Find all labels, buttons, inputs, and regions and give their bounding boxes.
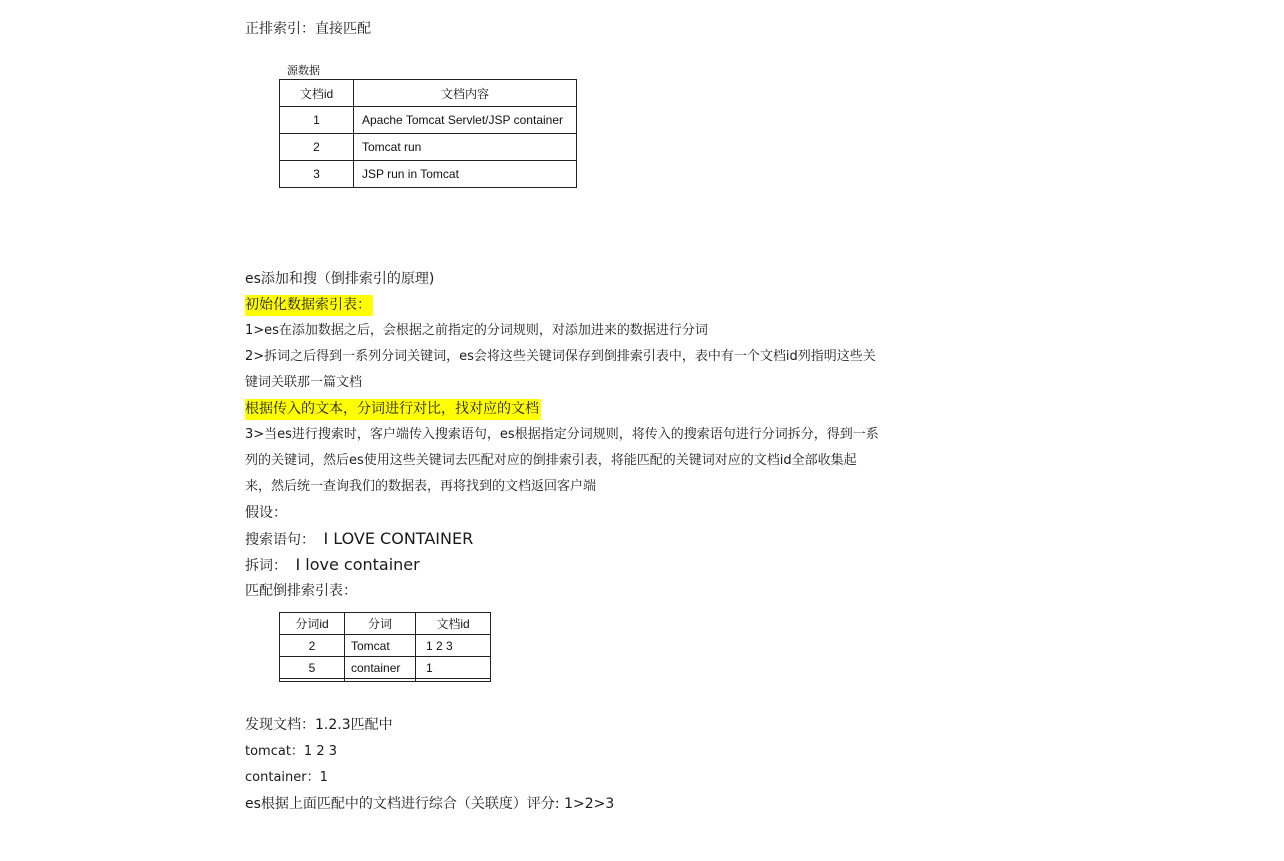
table-row [280, 657, 491, 679]
empty-cell [345, 679, 416, 682]
step-1-text: 1>es在添加数据之后，会根据之前指定的分词规则，对添加进来的数据进行分词 [245, 323, 708, 338]
table-row [280, 107, 577, 134]
doc-ids-cell: 1 2 3 [416, 635, 491, 657]
step-2-text-line-1: 2>拆词之后得到一系列分词关键词，es会将这些关键词保存到倒排索引表中，表中有一个文档id列指明这些关 [245, 349, 876, 364]
doc-id-cell: 3 [280, 161, 354, 188]
table-header-row [280, 80, 577, 107]
source-data-table [279, 79, 577, 188]
table-row [280, 161, 577, 188]
term-id-cell: 2 [280, 635, 345, 657]
match-inverted-label: 匹配倒排索引表： [245, 583, 357, 599]
container-match-line: container：1 [245, 770, 328, 785]
column-header-doc-content: 文档内容 [354, 80, 577, 107]
found-docs-text: 发现文档：1.2.3匹配中 [245, 717, 393, 733]
empty-cell [416, 679, 491, 682]
doc-content-cell: Apache Tomcat Servlet/JSP container [354, 107, 577, 134]
highlight-text: 根据传入的文本，分词进行对比，找对应的文档 [245, 399, 541, 420]
tomcat-match-line: tomcat：1 2 3 [245, 744, 338, 759]
doc-id-cell: 1 [280, 107, 354, 134]
column-header-doc-id: 文档id [416, 613, 491, 635]
table-row [280, 134, 577, 161]
step-3-text-line-2: 列的关键词，然后es使用这些关键词去匹配对应的倒排索引表，将能匹配的关键词对应的文档id全部收集起 [245, 453, 857, 468]
table-row [280, 635, 491, 657]
step-3-text-line-1: 3>当es进行搜索时，客户端传入搜索语句，es根据指定分词规则，将传入的搜索语句进行分词拆分，得到一系 [245, 427, 879, 442]
split-label: 拆词： [245, 558, 287, 574]
highlight-text: 初始化数据索引表： [245, 295, 373, 316]
source-table-caption: 源数据 [287, 64, 320, 77]
column-header-term-id: 分词id [280, 613, 345, 635]
term-cell: Tomcat [345, 635, 416, 657]
table-header-row [280, 613, 491, 635]
doc-id-cell: 2 [280, 134, 354, 161]
column-header-term: 分词 [345, 613, 416, 635]
score-line: es根据上面匹配中的文档进行综合（关联度）评分: 1>2>3 [245, 796, 615, 812]
split-words [245, 556, 420, 575]
split-value: I love container [295, 555, 420, 574]
assume-label: 假设： [245, 505, 287, 521]
table-row-cutoff [280, 679, 491, 682]
doc-ids-cell: 1 [416, 657, 491, 679]
doc-content-cell: Tomcat run [354, 134, 577, 161]
init-index-heading [245, 296, 373, 314]
doc-content-cell: JSP run in Tomcat [354, 161, 577, 188]
term-id-cell: 5 [280, 657, 345, 679]
column-header-doc-id: 文档id [280, 80, 354, 107]
empty-cell [280, 679, 345, 682]
search-value: I LOVE CONTAINER [323, 529, 474, 548]
match-heading [245, 400, 541, 418]
search-label: 搜索语句： [245, 532, 315, 548]
forward-index-heading: 正排索引：直接匹配 [245, 21, 371, 37]
section-title: es添加和搜（倒排索引的原理) [245, 271, 435, 287]
step-3-text-line-3: 来，然后统一查询我们的数据表，再将找到的文档返回客户端 [245, 479, 597, 494]
search-statement [245, 530, 473, 549]
inverted-index-table [279, 612, 491, 682]
step-2-text-line-2: 键词关联那一篇文档 [245, 375, 363, 390]
term-cell: container [345, 657, 416, 679]
